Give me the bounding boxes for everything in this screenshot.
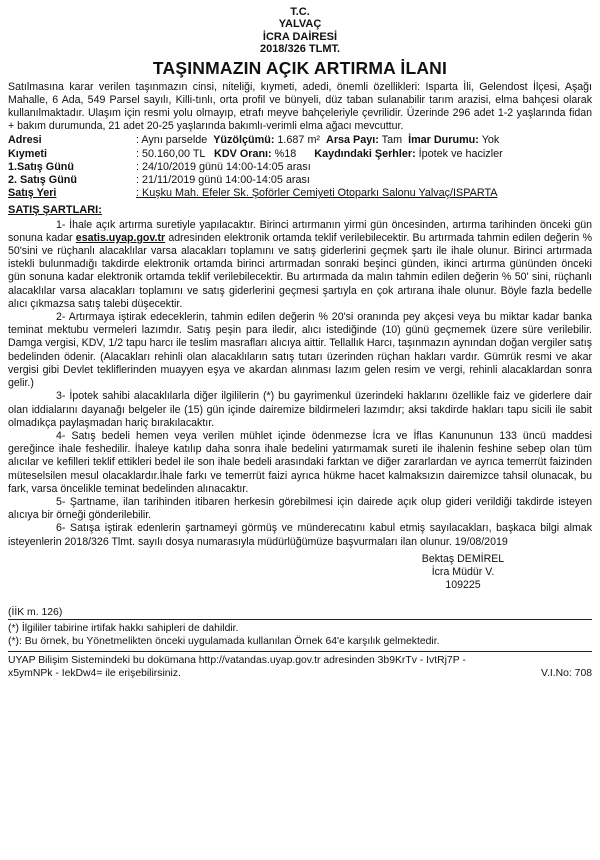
- property-info: [8, 134, 592, 200]
- area-value: 1.687 m²: [277, 134, 321, 147]
- vat-value: %18: [274, 147, 297, 160]
- condition-6: 6- Satışa iştirak edenlerin şartnameyi görmüş ve münderecatını kabul etmiş sayılacakları, başkaca bilgi almak isteyenlerin 2018/326 Tlmt. sayılı dosya numarasıyla müdürlüğümüze başvurmaları ilan olunur. 19/08/2019: [8, 522, 592, 548]
- conditions-title: SATIŞ ŞARTLARI:: [8, 204, 102, 217]
- uyap-line-1: UYAP Bilişim Sistemindeki bu dokümana http://vatandas.uyap.gov.tr adresinden 3b9KrTv - IvtRj7P -: [8, 654, 466, 666]
- info-row-address: [8, 134, 592, 147]
- address-value: : Aynı parselde: [136, 134, 208, 147]
- sale2-value: : 21/11/2019 günü 14:00-14:05 arası: [136, 174, 310, 187]
- sale1-label: 1.Satış Günü: [8, 160, 74, 173]
- sale1-value: : 24/10/2019 günü 14:00-14:05 arası: [136, 160, 311, 173]
- encumbrance-value: İpotek ve hacizler: [418, 147, 503, 160]
- location-value: : Kuşku Mah. Efeler Sk. Şoförler Cemiyeti Otoparkı Salonu Yalvaç/ISPARTA: [136, 187, 498, 200]
- footnote-1: (*) İlgililer tabirine irtifak hakkı sahipleri de dahildir.: [8, 622, 239, 634]
- signature-block: [408, 553, 518, 592]
- header-city: YALVAÇ: [278, 18, 322, 31]
- info-row-sale1: [8, 161, 592, 174]
- footnote-law: (İİK m. 126): [8, 606, 63, 618]
- header-file-no: 2018/326 TLMT.: [259, 43, 341, 56]
- condition-2: 2- Artırmaya iştirak edeceklerin, tahmin edilen değerin % 20'si oranında pey akçesi veya bu miktar kadar banka teminat mektubu vermeleri lazımdır. Satış peşin para iledir, alıcı istediğinde (10) günü geçmemek üzere süre verilebilir. Damga vergisi, KDV, 1/2 tapu harcı ile teslim masrafları alıcıya aittir. Tellallık Harcı, taşınmazın aynından doğan vergiler satış bedelinden ödenir. (Alacakları rehinli olan alacaklıların satış tutarı üzerinden rüçhan hakları vardır. Gümrük resmi ve akar vergisi gibi Devlet tekliflerinden muayyen eşya ve akardan alınması lazım gelen resim ve vergi, rehinli alacaklardan sonra gelir.): [8, 311, 592, 390]
- condition-1: [8, 219, 592, 311]
- encumbrance-label: Kaydındaki Şerhler:: [314, 147, 416, 160]
- location-label: Satış Yeri: [8, 187, 57, 200]
- zoning-label: İmar Durumu:: [408, 134, 479, 147]
- footnote-2: (*): Bu örnek, bu Yönetmelikten önceki uygulamada kullanılan Örnek 64'e karşılık gelmektedir.: [8, 635, 440, 647]
- info-row-value: [8, 148, 592, 161]
- uyap-notice: [8, 654, 592, 680]
- vat-label: KDV Oranı:: [214, 147, 272, 160]
- footnotes: [8, 606, 592, 648]
- condition-1-text-b: adresinden elektronik ortamda teklif verilebilecektir. Bu artırmada tahmin edilen değerin % 50'sini ve rüçhanlı alacaklılar varsa alacakları toplamını ve satış giderlerini geçmek şartı ile ihale olunur. Birinci artırmada istekli bulunmadığı takdirde elektronik ortamda birinci artırmadan sonraki beşinci günden, ikinci artırma gününden önceki gün sonuna kadar elektronik ortamda teklif verilebilecektir. Bu artırmada da malın tahmin edilen değerin % 50' sini, rüçhanlı alacaklılar varsa alacakları toplamını ve satış giderlerini geçmesi şartıyla en çok artırana ihale olunur. Böyle fazla bedelle alıcı çıkmazsa satış talebi düşecektir.: [8, 231, 592, 310]
- announcement-page: [8, 6, 592, 852]
- signer-number: 109225: [445, 578, 481, 591]
- page-title: TAŞINMAZIN AÇIK ARTIRMA İLANI: [152, 57, 448, 78]
- address-label: Adresi: [8, 134, 42, 147]
- signer-name: Bektaş DEMİREL: [421, 552, 505, 565]
- footnote-divider: [8, 619, 592, 620]
- header-tc: T.C.: [290, 6, 310, 18]
- court-header: [8, 6, 592, 56]
- share-value: Tam: [381, 134, 403, 147]
- value-details: [136, 148, 592, 161]
- address-details: [136, 134, 592, 147]
- signer-role: İcra Müdür V.: [431, 565, 495, 578]
- sale2-label: 2. Satış Günü: [8, 174, 77, 187]
- condition-3: 3- İpotek sahibi alacaklılarla diğer ilgililerin (*) bu gayrimenkul üzerindeki haklarını özellikle faiz ve giderlere dair olan iddialarını dayanağı belgeler ile (15) gün içinde dairemize bildirmeleri lazımdır; aksi takdirde hakları tapu sicili ile sabit olmadıkça paylaşmadan hariç bırakılacaktır.: [8, 390, 592, 429]
- condition-4: 4- Satış bedeli hemen veya verilen mühlet içinde ödenmezse İcra ve İflas Kanununun 133 üncü maddesi gereğince ihale feshedilir. İhaleye katılıp daha sonra ihale bedelini yatırmamak sureti ile ihalenin feshine sebep olan tüm alıcılar ve kefilleri teklif ettikleri bedel ile son ihale bedeli arasındaki farktan ve diğer zararlardan ve ayrıca temerrüt faizinden müteselsilen mesul olacaklardır.İhale farkı ve temerrüt faizi ayrıca hükme hacet kalmaksızın dairemizce tahsil olunacak, bu fark, varsa öncelikle teminat bedelinden alınacaktır.: [8, 429, 592, 495]
- info-row-location: [8, 187, 592, 200]
- zoning-value: Yok: [481, 134, 500, 147]
- uyap-row-2: [8, 667, 592, 680]
- value-amount: : 50.160,00 TL: [136, 147, 206, 160]
- area-label: Yüzölçümü:: [213, 134, 275, 147]
- condition-5: 5- Şartname, ilan tarihinden itibaren herkesin görebilmesi için dairede açık olup gideri verildiği takdirde isteyen alıcıya bir örneği gönderilebilir.: [8, 495, 592, 522]
- uyap-divider: [8, 651, 592, 652]
- header-office: İCRA DAİRESİ: [262, 30, 338, 43]
- info-row-sale2: [8, 174, 592, 187]
- uyap-line-2: x5ymNPk - IekDw4= ile erişebilirsiniz.: [8, 667, 181, 679]
- uyap-vno: V.I.No: 708: [540, 667, 592, 679]
- intro-paragraph: Satılmasına karar verilen taşınmazın cinsi, niteliği, kıymeti, adedi, önemli özellikleri: Isparta İli, Gelendost İlçesi, Aşağı Mahalle, 6 Ada, 549 Parsel sayılı, Killi-tınlı, orta profil ve bünyeli, düz taban sulanabilir tarım arazisi, elma bahçesi olarak kullanılmaktadır. Ulaşım için resmi yolu olmayıp, etrafı meyve bahçeleriyle çevrilidir. Üzerinde 296 adet 1-2 yaşlarında fidan + bakım durumunda, 21 adet 20-25 yaşlarında bakımlı-verimli elma ağacı mevcuttur.: [8, 80, 592, 133]
- esatis-link[interactable]: esatis.uyap.gov.tr: [75, 231, 166, 244]
- condition-1-text-a: 1- İhale açık artırma suretiyle yapılacaktır. Birinci artırmanın yirmi gün öncesinden, artırma tarihinden önceki gün sonuna kadar: [8, 218, 592, 244]
- share-label: Arsa Payı:: [326, 134, 379, 147]
- value-label: Kıymeti: [8, 147, 48, 160]
